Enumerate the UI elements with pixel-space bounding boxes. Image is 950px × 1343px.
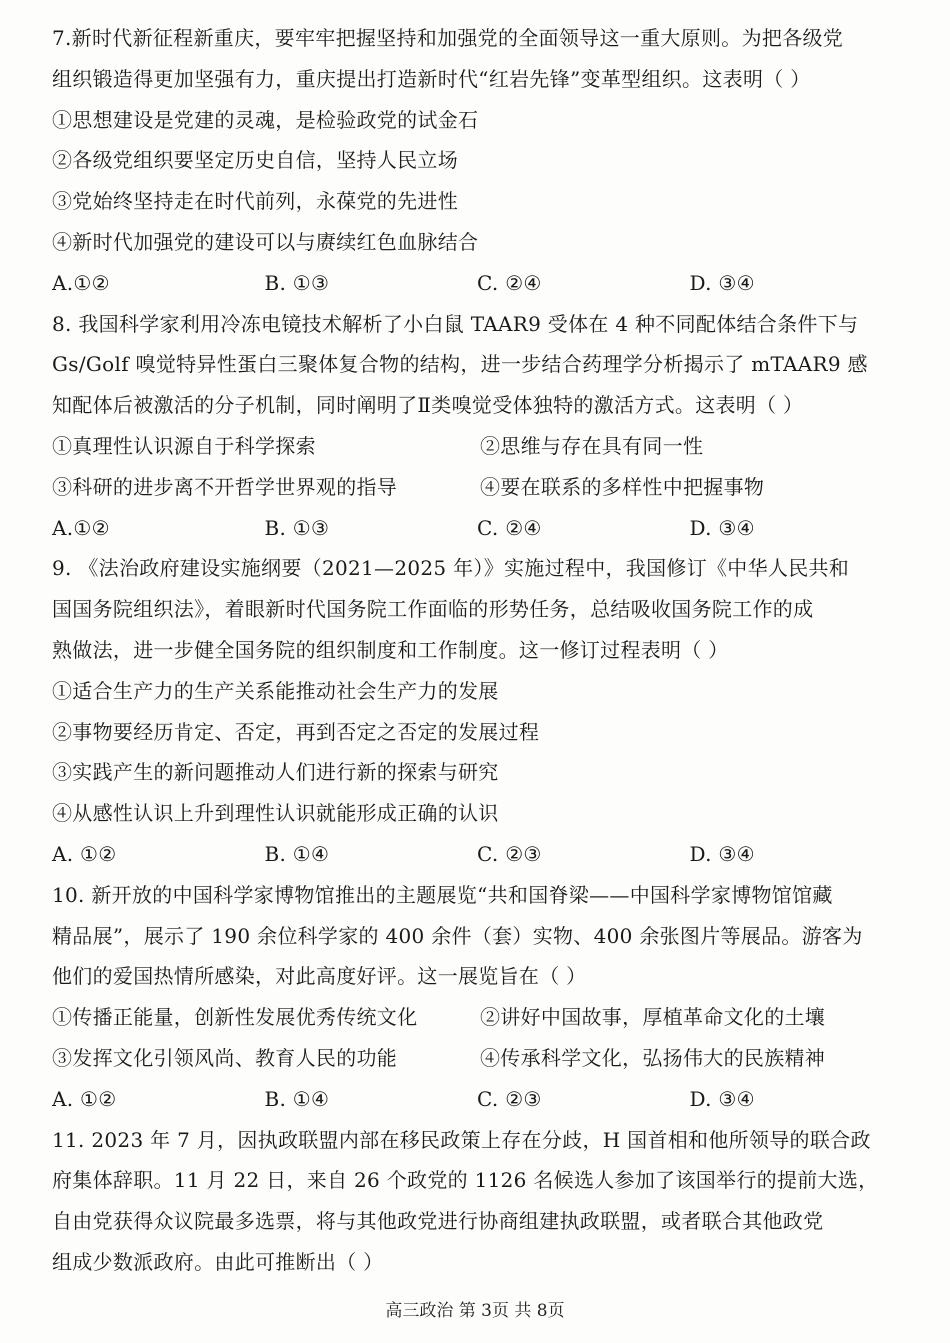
statement-item: ④传承科学文化，弘扬伟大的民族精神 xyxy=(480,1045,826,1070)
question-stem-line: 熟做法，进一步健全国务院的组织制度和工作制度。这一修订过程表明（ ） xyxy=(52,637,729,662)
answer-options xyxy=(52,508,902,549)
option-c: C. ②④ xyxy=(477,270,542,295)
option-b: B. ①④ xyxy=(264,841,330,866)
question-stem-line: 精品展”，展示了 190 余位科学家的 400 余件（套）实物、400 余张图片等展品。游客为 xyxy=(52,923,863,948)
statement-item: ①适合生产力的生产关系能推动社会生产力的发展 xyxy=(52,678,499,703)
statement-item: ③科研的进步离不开哲学世界观的指导 xyxy=(52,474,398,499)
question-stem-line: Gs/Golf 嗅觉特异性蛋白三聚体复合物的结构，进一步结合药理学分析揭示了 mTAAR9 感 xyxy=(52,352,868,377)
option-d: D. ③④ xyxy=(689,270,755,295)
statement-item: ④新时代加强党的建设可以与赓续红色血脉结合 xyxy=(52,229,479,254)
question-7 xyxy=(52,18,902,304)
exam-page xyxy=(52,18,902,1283)
statement-item: ③实践产生的新问题推动人们进行新的探索与研究 xyxy=(52,760,499,785)
statement-item: ①真理性认识源自于科学探索 xyxy=(52,433,316,458)
question-9 xyxy=(52,548,902,874)
statement-item: ①思想建设是党建的灵魂，是检验政党的试金石 xyxy=(52,107,479,132)
question-8 xyxy=(52,304,902,549)
question-stem-line: 府集体辞职。11 月 22 日，来自 26 个政党的 1126 名候选人参加了该国举行的提前大选， xyxy=(52,1168,879,1193)
question-stem-line: 他们的爱国热情所感染，对此高度好评。这一展览旨在（ ） xyxy=(52,964,587,989)
statement-item: ③党始终坚持走在时代前列，永葆党的先进性 xyxy=(52,189,458,214)
answer-options xyxy=(52,1079,902,1120)
question-stem-line: 7.新时代新征程新重庆，要牢牢把握坚持和加强党的全面领导这一重大原则。为把各级党 xyxy=(52,26,844,50)
statement-item: ④从感性认识上升到理性认识就能形成正确的认识 xyxy=(52,801,499,826)
page-footer: 高三政治 第 3页 共 8页 xyxy=(385,1301,565,1321)
statement-item: ②讲好中国故事，厚植革命文化的土壤 xyxy=(480,1005,826,1030)
statement-row xyxy=(52,997,902,1038)
statement-row xyxy=(52,426,902,467)
statement-item: ②思维与存在具有同一性 xyxy=(480,433,704,458)
question-11 xyxy=(52,1120,902,1283)
option-d: D. ③④ xyxy=(689,841,755,866)
statement-item: ①传播正能量，创新性发展优秀传统文化 xyxy=(52,1005,418,1030)
question-stem-line: 组织锻造得更加坚强有力，重庆提出打造新时代“红岩先锋”变革型组织。这表明（ ） xyxy=(52,66,811,91)
answer-options xyxy=(52,834,902,875)
statement-item: ②各级党组织要坚定历史自信，坚持人民立场 xyxy=(52,148,458,173)
option-b: B. ①③ xyxy=(264,515,330,540)
question-stem-line: 国国务院组织法》，着眼新时代国务院工作面临的形势任务，总结吸收国务院工作的成 xyxy=(52,597,814,622)
option-b: B. ①④ xyxy=(264,1086,330,1111)
option-c: C. ②④ xyxy=(477,515,542,540)
option-c: C. ②③ xyxy=(477,1086,542,1111)
question-stem-line: 知配体后被激活的分子机制，同时阐明了Ⅱ类嗅觉受体独特的激活方式。这表明（ ） xyxy=(52,393,804,418)
question-stem-line: 组成少数派政府。由此可推断出（ ） xyxy=(52,1249,384,1274)
option-c: C. ②③ xyxy=(477,841,542,866)
question-stem-line: 8. 我国科学家利用冷冻电镜技术解析了小白鼠 TAAR9 受体在 4 种不同配体结合条件下与 xyxy=(52,311,859,336)
option-d: D. ③④ xyxy=(689,1086,755,1111)
statement-row xyxy=(52,467,902,508)
statement-item: ③发挥文化引领风尚、教育人民的功能 xyxy=(52,1045,398,1070)
option-a: A. ①② xyxy=(52,1086,117,1111)
question-stem-line: 10. 新开放的中国科学家博物馆推出的主题展览“共和国脊梁——中国科学家博物馆馆藏 xyxy=(52,882,833,907)
option-b: B. ①③ xyxy=(264,270,330,295)
statement-item: ④要在联系的多样性中把握事物 xyxy=(480,474,765,499)
option-d: D. ③④ xyxy=(689,515,755,540)
question-stem-line: 自由党获得众议院最多选票，将与其他政党进行协商组建执政联盟，或者联合其他政党 xyxy=(52,1209,824,1234)
question-10 xyxy=(52,875,902,1120)
question-stem-line: 11. 2023 年 7 月，因执政联盟内部在移民政策上存在分歧，H 国首相和他所领导的联合政 xyxy=(52,1127,871,1152)
answer-options xyxy=(52,263,902,304)
option-a: A.①② xyxy=(52,515,110,540)
statement-row xyxy=(52,1038,902,1079)
option-a: A. ①② xyxy=(52,841,117,866)
statement-item: ②事物要经历肯定、否定，再到否定之否定的发展过程 xyxy=(52,719,540,744)
question-stem-line: 9. 《法治政府建设实施纲要（2021—2025 年）》实施过程中，我国修订《中华人民共和 xyxy=(52,556,850,581)
option-a: A.①② xyxy=(52,270,110,295)
